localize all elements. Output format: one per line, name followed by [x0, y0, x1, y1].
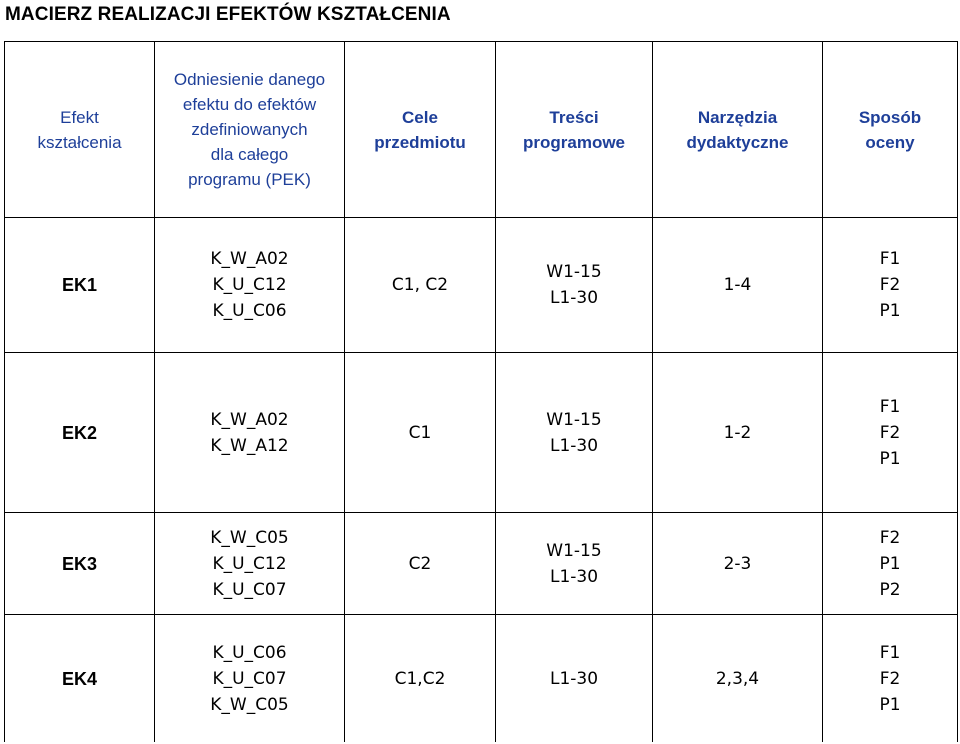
table-row — [5, 513, 958, 615]
header-content: Treści programowe — [496, 42, 653, 218]
header-reference: Odniesienie danego efektu do efektów zdefiniowanych dla całego programu (PEK) — [155, 42, 345, 218]
effect-cell: EK1 — [5, 218, 155, 353]
effect-cell: EK3 — [5, 513, 155, 615]
reference-cell: K_W_C05 K_U_C12 K_U_C07 — [155, 513, 345, 615]
reference-cell: K_W_A02 K_U_C12 K_U_C06 — [155, 218, 345, 353]
tools-cell: 2-3 — [653, 513, 823, 615]
tools-cell: 1-2 — [653, 353, 823, 513]
header-row — [5, 42, 958, 218]
header-goals: Cele przedmiotu — [345, 42, 496, 218]
assessment-cell: F2 P1 P2 — [823, 513, 958, 615]
header-tools: Narzędzia dydaktyczne — [653, 42, 823, 218]
header-effect: Efekt kształcenia — [5, 42, 155, 218]
header-assessment: Sposób oceny — [823, 42, 958, 218]
content-cell: W1-15 L1-30 — [496, 513, 653, 615]
assessment-cell: F1 F2 P1 — [823, 615, 958, 743]
content-cell: L1-30 — [496, 615, 653, 743]
tools-cell: 1-4 — [653, 218, 823, 353]
goals-cell: C1, C2 — [345, 218, 496, 353]
table-row — [5, 353, 958, 513]
effects-matrix-table — [4, 41, 958, 743]
reference-cell: K_U_C06 K_U_C07 K_W_C05 — [155, 615, 345, 743]
goals-cell: C2 — [345, 513, 496, 615]
effect-cell: EK4 — [5, 615, 155, 743]
content-cell: W1-15 L1-30 — [496, 218, 653, 353]
table-row — [5, 615, 958, 743]
reference-cell: K_W_A02 K_W_A12 — [155, 353, 345, 513]
table-row — [5, 218, 958, 353]
document-title: MACIERZ REALIZACJI EFEKTÓW KSZTAŁCENIA — [5, 4, 451, 25]
goals-cell: C1,C2 — [345, 615, 496, 743]
effect-cell: EK2 — [5, 353, 155, 513]
assessment-cell: F1 F2 P1 — [823, 218, 958, 353]
assessment-cell: F1 F2 P1 — [823, 353, 958, 513]
content-cell: W1-15 L1-30 — [496, 353, 653, 513]
tools-cell: 2,3,4 — [653, 615, 823, 743]
goals-cell: C1 — [345, 353, 496, 513]
